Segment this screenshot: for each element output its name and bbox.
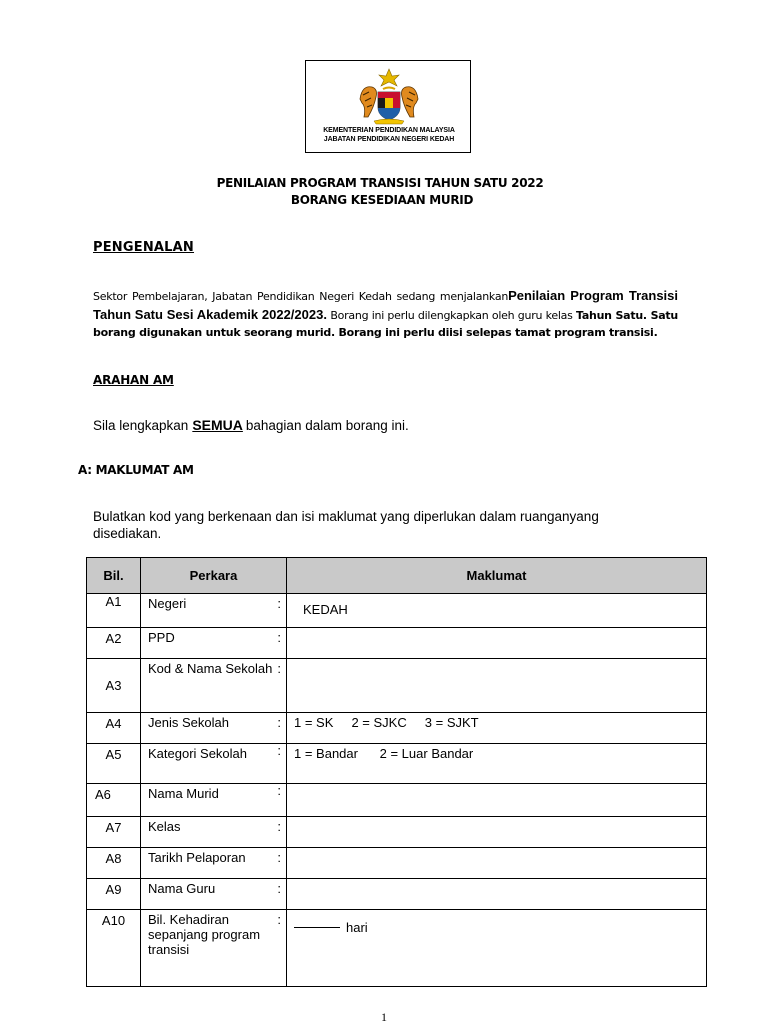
table-row <box>87 784 707 817</box>
row-maklumat-field[interactable] <box>287 659 707 713</box>
header-maklumat: Maklumat <box>287 558 707 594</box>
row-perkara-label: Tarikh Pelaporan <box>148 850 246 865</box>
instruction-line <box>93 417 409 433</box>
row-maklumat: KEDAH <box>303 602 348 617</box>
row-maklumat <box>287 659 706 661</box>
row-colon: : <box>277 912 281 927</box>
table-row <box>87 713 707 744</box>
row-maklumat-field[interactable] <box>287 817 707 848</box>
logo-text-department: JABATAN PENDIDIKAN NEGERI KEDAH <box>323 136 455 143</box>
row-bil: A9 <box>105 882 122 897</box>
row-maklumat-field[interactable] <box>287 879 707 910</box>
table-row <box>87 594 707 628</box>
row-bil: A10 <box>101 913 126 928</box>
row-perkara <box>141 817 286 834</box>
table-row <box>87 879 707 910</box>
row-bil: A4 <box>105 716 122 731</box>
row-perkara-label: Nama Guru <box>148 881 216 896</box>
row-perkara <box>141 713 286 730</box>
heading-pengenalan: PENGENALAN <box>93 240 195 255</box>
row-colon: : <box>277 783 281 798</box>
row-perkara-label: Kod & Nama Sekolah <box>148 661 273 676</box>
row-perkara-label: Bil. Kehadiran sepanjang program transisi <box>148 912 261 957</box>
row-perkara-label: Jenis Sekolah <box>148 715 229 730</box>
row-maklumat-field[interactable] <box>287 594 707 628</box>
table-row <box>87 910 707 987</box>
row-bil: A1 <box>105 594 122 609</box>
row-colon: : <box>277 630 281 645</box>
row-colon: : <box>277 881 281 896</box>
instruction-after: bahagian dalam borang ini. <box>245 418 409 433</box>
row-bil: A3 <box>105 678 122 693</box>
document-title: PENILAIAN PROGRAM TRANSISI TAHUN SATU 2022 <box>216 176 544 190</box>
row-colon: : <box>277 661 281 676</box>
row-perkara <box>141 659 286 676</box>
table-header-row <box>87 558 707 594</box>
intro-text-part4: Tahun Satu. Satu borang digunakan untuk seorang murid. Borang ini perlu diisi selepas tamat program transisi. <box>93 308 679 339</box>
intro-text-part3: Borang ini perlu dilengkapkan oleh guru kelas <box>326 308 577 322</box>
row-colon: : <box>277 715 281 730</box>
row-colon: : <box>277 850 281 865</box>
logo-text-ministry: KEMENTERIAN PENDIDIKAN MALAYSIA <box>323 127 455 134</box>
table-row <box>87 848 707 879</box>
row-maklumat: 1 = SK 2 = SJKC 3 = SJKT <box>294 715 479 730</box>
row-perkara <box>141 879 286 896</box>
instruction-emphasis: SEMUA <box>192 417 243 433</box>
row-perkara-label: Nama Murid <box>148 786 219 801</box>
table-row <box>87 744 707 784</box>
row-bil: A2 <box>105 631 122 646</box>
row-maklumat <box>287 848 706 850</box>
row-maklumat: 1 = Bandar 2 = Luar Bandar <box>294 746 474 761</box>
section-a-heading: A: MAKLUMAT AM <box>78 463 194 477</box>
row-bil: A5 <box>105 747 122 762</box>
intro-text-program: Penilaian Program Transisi Tahun Satu Sesi Akademik 2022/2023. <box>93 288 678 322</box>
row-maklumat <box>287 817 706 819</box>
table-row <box>87 817 707 848</box>
row-bil: A6 <box>95 787 111 802</box>
section-a-note: Bulatkan kod yang berkenaan dan isi maklumat yang diperlukan dalam ruanganyang disediakan. <box>93 509 599 541</box>
row-perkara <box>141 784 286 801</box>
row-maklumat: hari <box>346 920 368 935</box>
table-row <box>87 659 707 713</box>
intro-text-part1: Sektor Pembelajaran, Jabatan Pendidikan Negeri Kedah sedang menjalankan <box>93 290 509 303</box>
header-bil: Bil. <box>87 558 141 594</box>
row-perkara <box>141 848 286 865</box>
row-perkara <box>141 910 286 957</box>
row-colon: : <box>277 819 281 834</box>
row-perkara <box>141 744 286 761</box>
row-bil: A8 <box>105 851 122 866</box>
row-maklumat-field[interactable] <box>287 628 707 659</box>
row-maklumat-field[interactable] <box>287 784 707 817</box>
row-bil: A7 <box>105 820 122 835</box>
row-maklumat-attendance <box>287 910 706 936</box>
row-perkara <box>141 594 286 611</box>
row-maklumat-field[interactable] <box>287 848 707 879</box>
document-subtitle: BORANG KESEDIAAN MURID <box>290 193 474 207</box>
row-perkara-label: Negeri <box>148 596 187 611</box>
row-maklumat <box>287 628 706 630</box>
row-perkara-label: PPD <box>148 630 175 645</box>
row-maklumat <box>287 784 706 786</box>
heading-arahan-am: ARAHAN AM <box>93 373 174 387</box>
page-number: 1 <box>381 1010 387 1024</box>
instruction-before: Sila lengkapkan <box>93 418 189 433</box>
row-colon: : <box>277 596 281 611</box>
row-maklumat-field[interactable] <box>287 744 707 784</box>
coat-of-arms-icon <box>354 67 424 125</box>
row-maklumat <box>287 879 706 881</box>
row-maklumat-field[interactable] <box>287 910 707 987</box>
ministry-logo-box <box>305 60 471 153</box>
row-maklumat-field[interactable] <box>287 713 707 744</box>
table-row <box>87 628 707 659</box>
row-perkara <box>141 628 286 645</box>
maklumat-am-table <box>86 557 707 987</box>
row-perkara-label: Kelas <box>148 819 181 834</box>
header-perkara: Perkara <box>141 558 287 594</box>
row-perkara-label: Kategori Sekolah <box>148 746 248 761</box>
row-colon: : <box>277 743 281 758</box>
intro-paragraph <box>93 287 678 342</box>
blank-line <box>294 927 340 928</box>
